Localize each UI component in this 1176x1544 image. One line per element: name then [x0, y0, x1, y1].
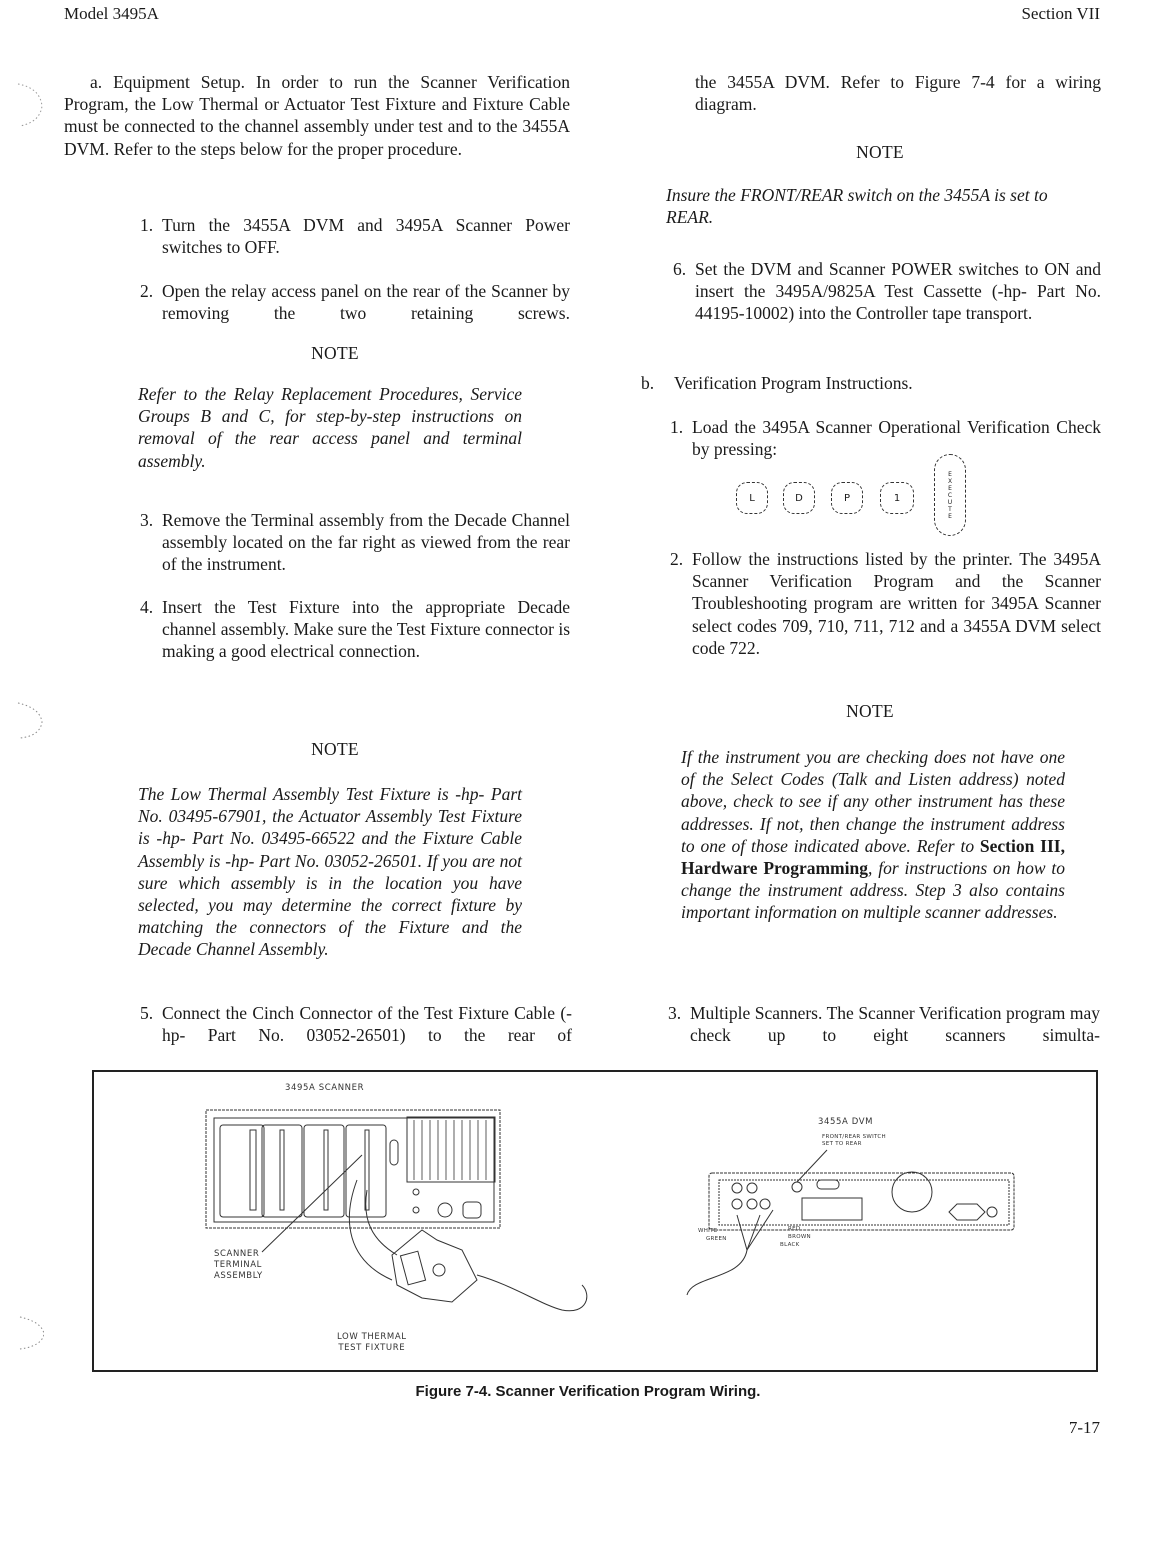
note-text-part: If the instrument you are checking does not have one of the Select Codes (Talk and Listen address) noted above, check to see if any other instrument has these addresses. If not, then change the instrument address to one of those indicated above. Refer to [681, 747, 1065, 856]
note-title: NOTE [311, 739, 359, 759]
step-number: 6. [673, 259, 687, 279]
step-text: Insert the Test Fixture into the appropriate Decade channel assembly. Make sure the Test Fixture connector is making a good electrical connection. [162, 597, 570, 662]
header-section: Section VII [1021, 4, 1100, 23]
wiring-diagram [92, 1070, 1098, 1372]
label-line: LOW THERMAL [337, 1332, 407, 1342]
label-wire-brown: BROWN [788, 1234, 811, 1240]
label-low-thermal-test-fixture [337, 1332, 407, 1354]
label-line: TERMINAL [214, 1260, 263, 1270]
equipment-setup-paragraph: a. Equipment Setup. In order to run the Scanner Verification Program, the Low Thermal or Actuator Test Fixture and Fixture Cable must be connected to the channel assembly under test and to the 3455A DVM. Refer to the steps below for the proper procedure. [64, 72, 570, 159]
left-step-4 [140, 596, 570, 663]
section-b-heading [641, 372, 1101, 394]
header-model: Model 3495A [64, 4, 159, 23]
label-scanner-terminal-assembly [214, 1249, 263, 1282]
step-number: 3. [140, 510, 154, 530]
front-rear-switch [792, 1182, 802, 1192]
label-line: FRONT/REAR SWITCH [822, 1134, 886, 1140]
label-wire-black: BLACK [780, 1242, 800, 1248]
punch-hole-mark [14, 700, 44, 742]
note-title: NOTE [311, 343, 359, 363]
step-number: 4. [140, 597, 154, 617]
left-step-3 [140, 509, 570, 576]
punch-hole-mark [14, 80, 44, 130]
label-3495a-scanner: 3495A SCANNER [285, 1083, 365, 1093]
section-label: b. [641, 373, 655, 393]
left-step-1 [140, 214, 570, 258]
section-reference: Section III, Hardware Programming [681, 835, 1065, 879]
label-wire-green: GREEN [706, 1236, 727, 1242]
fixture-cable [477, 1275, 587, 1311]
relay-block [407, 1117, 495, 1182]
step-text: Open the relay access panel on the rear of the Scanner by removing the two retaining screws. [162, 281, 570, 324]
right-b-step-3 [668, 1002, 1100, 1046]
left-step-2 [140, 280, 570, 324]
step-number: 1. [140, 215, 154, 235]
continuation-paragraph: the 3455A DVM. Refer to Figure 7-4 for a wiring diagram. [695, 72, 1101, 115]
dvm-cable [687, 1250, 747, 1295]
step-number: 5. [140, 1003, 154, 1023]
note-front-rear-switch: Insure the FRONT/REAR switch on the 3455A is set to REAR. [666, 185, 1048, 228]
step-text: Set the DVM and Scanner POWER switches to ON and insert the 3495A/9825A Test Cassette (-hp- Part No. 44195-10002) into the Controller tape transport. [695, 259, 1101, 324]
label-line: TEST FIXTURE [338, 1343, 406, 1353]
step-text: Multiple Scanners. The Scanner Verification program may check up to eight scanners simulta- [690, 1003, 1100, 1046]
note-test-fixture-parts: The Low Thermal Assembly Test Fixture is -hp- Part No. 03495-67901, the Actuator Assembly Test Fixture is -hp- Part No. 03495-66522 and the Fixture Cable Assembly is -hp- Part No. 03052-26501. If you are not sure which assembly is in the location you have selected, you may determine the correct fixture by matching the connectors of the Fixture and the Decade Channel Assembly. [138, 784, 522, 960]
step-number: 1. [670, 417, 684, 437]
step-number: 3. [668, 1003, 682, 1023]
label-wire-red: RED [788, 1226, 801, 1232]
key-d: D [783, 482, 815, 514]
label-line: SCANNER [214, 1249, 260, 1259]
note-title: NOTE [856, 142, 904, 162]
page-number: 7-17 [1068, 1418, 1100, 1437]
key-1: 1 [880, 482, 914, 514]
step-text: Remove the Terminal assembly from the Decade Channel assembly located on the far right as viewed from the rear of the instrument. [162, 510, 570, 575]
step-text: Turn the 3455A DVM and 3495A Scanner Power switches to OFF. [162, 215, 570, 258]
note-text-part: , for instructions on how to change the instrument address. Step 3 also contains important information on multiple scanner addresses. [681, 858, 1065, 923]
key-p: P [831, 482, 863, 514]
step-text: Follow the instructions listed by the printer. The 3495A Scanner Verification Program and the Scanner Troubleshooting program are written for 3495A Scanner select codes 709, 710, 711, 712 and a 3455A DVM select code 722. [692, 549, 1101, 658]
terminal-leader-line [262, 1155, 362, 1252]
step-number: 2. [670, 549, 684, 569]
note-select-codes [681, 746, 1065, 924]
note-title: NOTE [846, 701, 894, 721]
label-wire-white: WHITE [698, 1228, 718, 1234]
label-line: ASSEMBLY [214, 1271, 263, 1281]
punch-hole-mark [14, 1314, 44, 1356]
left-step-5 [140, 1002, 572, 1046]
step-number: 2. [140, 281, 154, 301]
key-l: L [736, 482, 768, 514]
step-text: Connect the Cinch Connector of the Test Fixture Cable (-hp- Part No. 03052-26501) to the rear of [162, 1003, 572, 1046]
label-3455a-dvm: 3455A DVM [818, 1117, 874, 1127]
key-execute: EXECUTE [934, 454, 966, 536]
section-text: Verification Program Instructions. [674, 373, 913, 393]
right-step-6 [673, 258, 1101, 325]
note-relay-replacement: Refer to the Relay Replacement Procedures, Service Groups B and C, for step-by-step instructions on removal of the rear access panel and terminal assembly. [138, 384, 522, 471]
figure-caption: Figure 7-4. Scanner Verification Program Wiring. [415, 1383, 761, 1400]
label-front-rear-switch [822, 1134, 886, 1148]
right-b-step-1 [670, 416, 1101, 460]
label-line: SET TO REAR [822, 1141, 862, 1147]
step-text: Load the 3495A Scanner Operational Verification Check by pressing: [692, 417, 1101, 460]
right-b-step-2 [670, 548, 1101, 659]
